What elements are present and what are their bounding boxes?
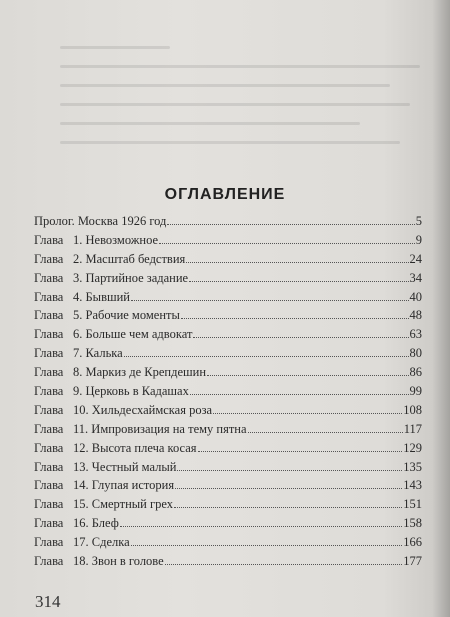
toc-entry — [34, 533, 422, 552]
toc-entry — [34, 344, 422, 363]
chapter-title: 5. Рабочие моменты — [73, 308, 180, 323]
chapter-label: Глава — [34, 535, 64, 550]
chapter-title: 12. Высота плеча косая — [73, 440, 197, 455]
toc-entry — [34, 325, 422, 344]
chapter-label: Глава — [34, 327, 64, 342]
chapter-label: Глава — [34, 497, 64, 512]
chapter-label: Глава — [34, 308, 64, 323]
toc-entry — [34, 306, 422, 325]
dot-leader — [175, 488, 402, 489]
dot-leader — [131, 545, 403, 546]
chapter-page-number: 158 — [403, 516, 422, 531]
chapter-page-number: 5 — [415, 214, 422, 228]
page-spine-shadow — [432, 0, 450, 617]
chapter-page-number: 34 — [409, 270, 422, 285]
toc-entry — [34, 382, 422, 401]
chapter-page-number: 48 — [409, 308, 422, 323]
chapter-label: Глава — [34, 440, 64, 455]
chapter-title: 16. Блеф — [73, 516, 119, 531]
dot-leader — [248, 432, 403, 433]
table-of-contents — [34, 212, 422, 571]
chapter-label: Глава — [34, 421, 64, 436]
toc-entry — [34, 231, 422, 250]
chapter-label: Глава — [34, 251, 64, 266]
chapter-label: Глава — [34, 459, 64, 474]
chapter-title: 13. Честный малый — [73, 459, 177, 474]
dot-leader — [174, 507, 402, 508]
chapter-label: Глава — [34, 478, 64, 493]
bleed-through-text — [60, 30, 440, 200]
chapter-label: Глава — [34, 554, 64, 569]
toc-entry — [34, 458, 422, 477]
chapter-page-number: 40 — [409, 289, 422, 304]
chapter-page-number: 86 — [409, 365, 422, 380]
chapter-title: 1. Невозможное — [73, 232, 159, 247]
chapter-label: Глава — [34, 516, 64, 531]
chapter-label: Глава — [34, 384, 64, 399]
chapter-label: Глава — [34, 365, 64, 380]
dot-leader — [198, 451, 403, 452]
chapter-page-number: 24 — [409, 251, 422, 266]
chapter-page-number: 80 — [409, 346, 422, 361]
chapter-title: 15. Смертный грех — [73, 497, 174, 512]
dot-leader — [189, 281, 408, 282]
chapter-title: 6. Больше чем адвокат — [73, 327, 193, 342]
chapter-page-number: 63 — [409, 327, 422, 342]
toc-entry — [34, 552, 422, 571]
toc-entry — [34, 439, 422, 458]
chapter-title: 9. Церковь в Кадашах — [73, 384, 189, 399]
toc-entry — [34, 401, 422, 420]
chapter-title: 17. Сделка — [73, 535, 130, 550]
chapter-page-number: 151 — [403, 497, 422, 512]
dot-leader — [181, 318, 409, 319]
dot-leader — [159, 243, 415, 244]
chapter-page-number: 135 — [403, 459, 422, 474]
chapter-title: 3. Партийное задание — [73, 270, 189, 285]
dot-leader — [207, 375, 408, 376]
chapter-title: 10. Хильдесхаймская роза — [73, 402, 213, 417]
chapter-title: 11. Импровизация на тему пятна — [73, 421, 247, 436]
chapter-page-number: 117 — [403, 421, 422, 436]
dot-leader — [213, 413, 402, 414]
toc-entry — [34, 514, 422, 533]
dot-leader — [167, 224, 414, 225]
page-number: 314 — [35, 592, 61, 611]
dot-leader — [193, 337, 408, 338]
chapter-title: 18. Звон в голове — [73, 554, 164, 569]
chapter-page-number: 143 — [403, 478, 422, 493]
toc-entry — [34, 288, 422, 307]
chapter-page-number: 99 — [409, 384, 422, 399]
toc-entry — [34, 212, 422, 231]
chapter-title: 7. Калька — [73, 346, 123, 361]
dot-leader — [124, 356, 409, 357]
chapter-title: 8. Маркиз де Крепдешин — [73, 365, 207, 380]
chapter-title: 14. Глупая история — [73, 478, 175, 493]
chapter-label: Глава — [34, 346, 64, 361]
dot-leader — [177, 470, 402, 471]
dot-leader — [165, 564, 403, 565]
toc-entry — [34, 495, 422, 514]
dot-leader — [190, 394, 409, 395]
chapter-page-number: 108 — [403, 402, 422, 417]
toc-entry — [34, 476, 422, 495]
toc-entry — [34, 363, 422, 382]
chapter-title: 4. Бывший — [73, 289, 130, 304]
dot-leader — [131, 300, 409, 301]
chapter-label: Глава — [34, 402, 64, 417]
chapter-label: Глава — [34, 289, 64, 304]
chapter-page-number: 9 — [415, 232, 422, 247]
chapter-page-number: 129 — [403, 440, 422, 455]
chapter-title: 2. Масштаб бедствия — [73, 251, 186, 266]
dot-leader — [186, 262, 408, 263]
chapter-title: Пролог. Москва 1926 год — [34, 214, 167, 228]
toc-entry — [34, 420, 422, 439]
chapter-label: Глава — [34, 232, 64, 247]
toc-heading: ОГЛАВЛЕНИЕ — [164, 186, 286, 203]
chapter-page-number: 166 — [403, 535, 422, 550]
chapter-label: Глава — [34, 270, 64, 285]
dot-leader — [120, 526, 402, 527]
chapter-page-number: 177 — [403, 554, 422, 569]
toc-entry — [34, 250, 422, 269]
toc-entry — [34, 269, 422, 288]
